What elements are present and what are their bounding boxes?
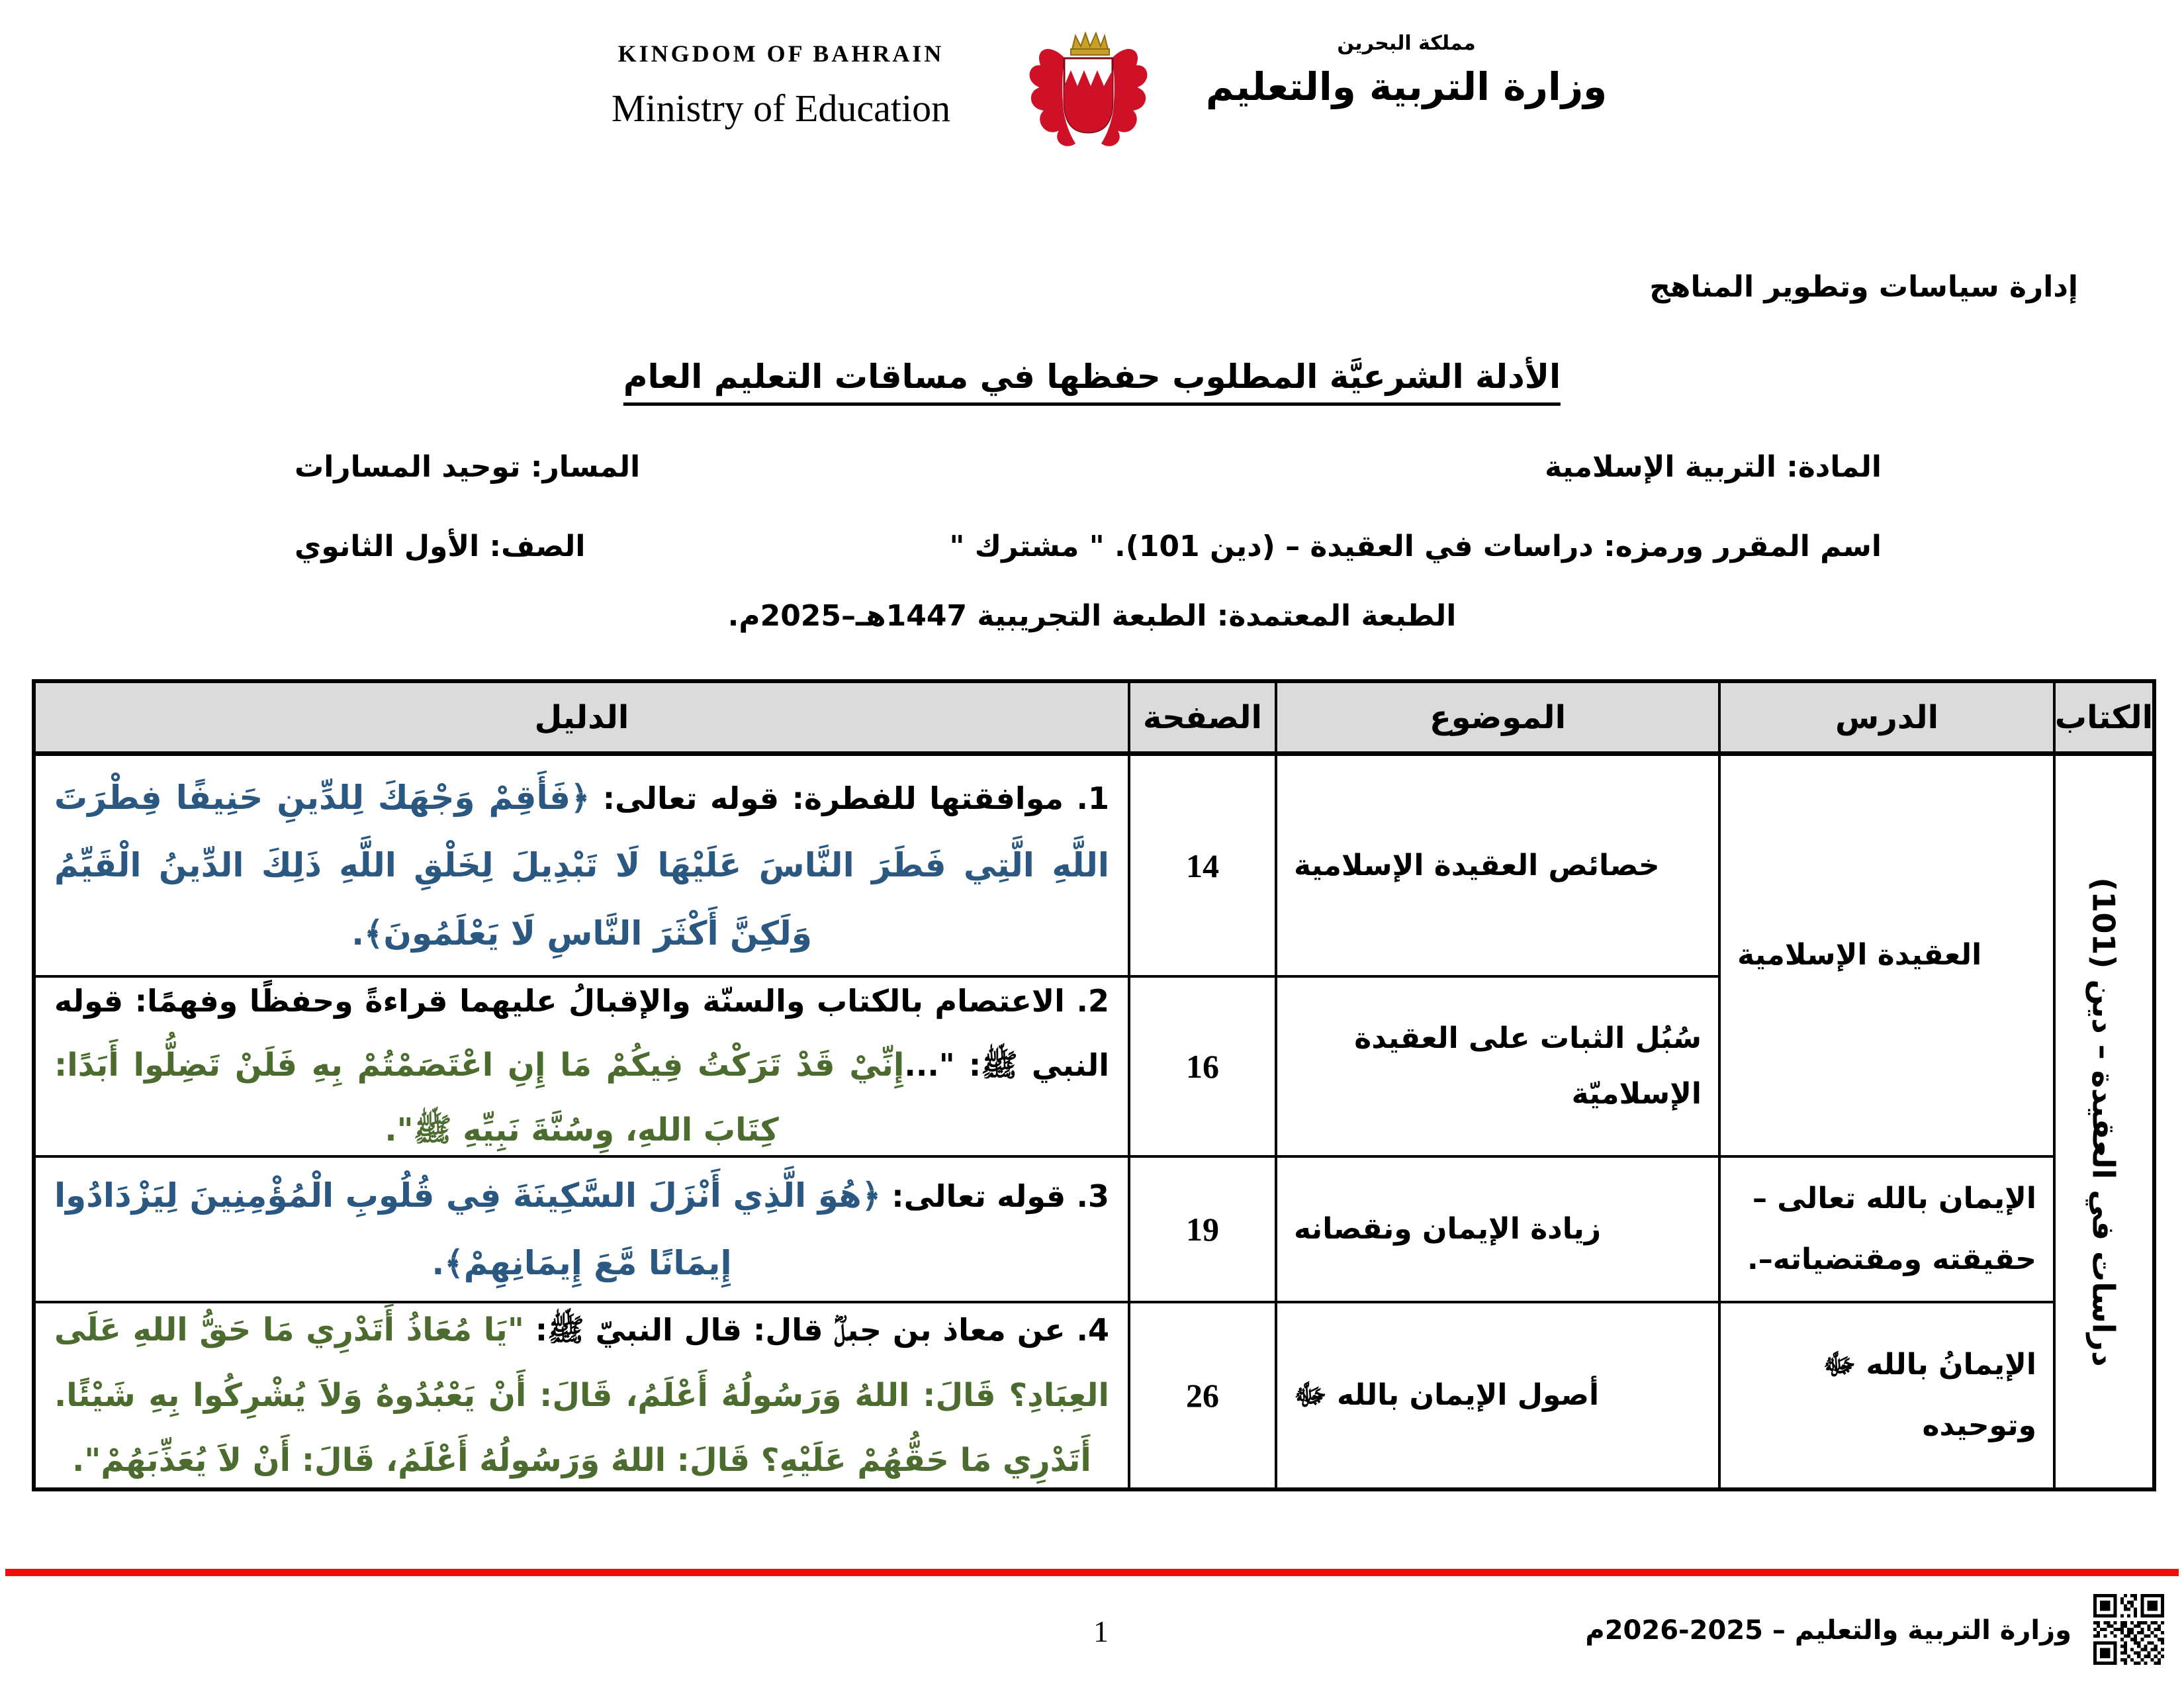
evidence-text [54, 1297, 1109, 1493]
topic-cell-row-4 [1276, 1302, 1719, 1489]
page-number-cell-row-2: 16 [1129, 976, 1276, 1156]
evidence-cell-row-1 [34, 755, 1129, 976]
ministry-of-education-text: Ministry of Education [611, 87, 951, 130]
footer-red-divider [5, 1569, 2179, 1576]
topic-text: أصول الإيمان بالله ﷻ [1294, 1378, 1600, 1413]
kingdom-of-bahrain-text: KINGDOM OF BAHRAIN [617, 40, 944, 67]
evidence-text [54, 970, 1109, 1162]
column-header-lesson: الدرس [1719, 682, 2054, 755]
hadith-quote: إِنِّيْ قَدْ تَرَكْتُ فِيكُمْ مَا إِنِ اعْتَصَمْتُمْ بِهِ فَلَنْ تَضِلُّوا أَبَدًا: كِتَابَ اللهِ، وِسُنَّةَ نَبِيِّهِ ﷺ". [54, 1046, 905, 1149]
lesson-cell-row-3 [1719, 1156, 2054, 1302]
coat-of-arms-icon [1014, 28, 1163, 173]
page-number-cell-row-3: 19 [1129, 1156, 1276, 1302]
evidence-table [32, 679, 2156, 1491]
evidence-cell-row-2 [34, 976, 1129, 1156]
ministry-of-education-arabic-text: وزارة التربية والتعليم [1205, 64, 1608, 109]
hadith-quote: "يَا مُعَاذُ أَتَدْرِي مَا حَقُّ اللهِ عَلَى العِبَادِ؟ قَالَ: اللهُ وَرَسُولُهُ أَعْلَمُ، قَالَ: أَنْ يَعْبُدُوهُ وَلاَ يُشْرِكُوا بِهِ شَيْئًا. أَتَدْرِي مَا حَقُّهُمْ عَلَيْهِ؟ قَالَ: اللهُ وَرَسُولُهُ أَعْلَمُ، قَالَ: أَنْ لاَ يُعَذِّبَهُمْ". [54, 1311, 1109, 1479]
evidence-intro: 3. قوله تعالى: [881, 1178, 1109, 1214]
meta-approved-edition: الطبعة المعتمدة: الطبعة التجريبية 1447هـ–2025م. [727, 599, 1457, 633]
bahrain-coat-of-arms [1014, 28, 1163, 176]
meta-course-name-code: اسم المقرر ورمزه: دراسات في العقيدة – (دين 101). " مشترك " [949, 530, 1882, 563]
topic-text: زيادة الإيمان ونقصانه [1294, 1212, 1602, 1246]
column-header-evidence: الدليل [34, 682, 1129, 755]
lesson-cell-row-4 [1719, 1302, 2054, 1489]
topic-text: سُبُل الثبات على العقيدة الإسلاميّة [1354, 1021, 1702, 1111]
evidence-text [54, 1162, 1109, 1297]
topic-text: خصائص العقيدة الإسلامية [1294, 848, 1660, 882]
ministry-logo-english [566, 40, 996, 130]
meta-grade: الصف: الأول الثانوي [295, 530, 586, 563]
lesson-text: الإيمان بالله تعالى –حقيقته ومقتضياته–. [1747, 1181, 2036, 1276]
footer-page-number: 1 [1093, 1615, 1109, 1648]
evidence-intro: 4. عن معاذ بن جبلؓ قال: قال النبيّ ﷺ: [523, 1312, 1109, 1348]
evidence-intro: 2. الاعتصام بالكتاب والسنّة والإقبالُ عليهما قراءةً وحفظًا وفهمًا: قوله النبي ﷺ: "... [54, 983, 1109, 1083]
quran-verse: ﴿فَأَقِمْ وَجْهَكَ لِلدِّينِ حَنِيفًا فِطْرَتَ اللَّهِ الَّتِي فَطَرَ النَّاسَ عَلَيْهَا لَا تَبْدِيلَ لِخَلْقِ اللَّهِ ذَلِكَ الدِّينُ الْقَيِّمُ وَلَكِنَّ أَكْثَرَ النَّاسِ لَا يَعْلَمُونَ﴾. [54, 778, 1109, 953]
lesson-text: العقيدة الإسلامية [1737, 938, 1982, 972]
lesson-cell-rows-1-2 [1719, 755, 2054, 1156]
footer-ministry-line: وزارة التربية والتعليم – 2025-2026م [1585, 1615, 2071, 1646]
meta-track: المسار: توحيد المسارات [295, 450, 641, 484]
evidence-intro: 1. موافقتها للفطرة: قوله تعالى: [590, 780, 1110, 816]
column-header-topic: الموضوع [1276, 682, 1719, 755]
column-header-page: الصفحة [1129, 682, 1276, 755]
book-title-vertical-text: دراسات في العقيدة – دين (101) [2086, 876, 2122, 1367]
qr-code [2093, 1594, 2164, 1665]
topic-cell-row-1 [1276, 755, 1719, 976]
lesson-text: الإيمانُ بالله ﷻ وتوحيده [1823, 1347, 2036, 1442]
qr-code-icon [2093, 1594, 2164, 1665]
topic-cell-row-3 [1276, 1156, 1719, 1302]
evidence-cell-row-4 [34, 1302, 1129, 1489]
document-title: الأدلة الشرعيَّة المطلوب حفظها في مساقات التعليم العام [623, 357, 1561, 406]
evidence-text [54, 764, 1109, 968]
page-number-cell-row-4: 26 [1129, 1302, 1276, 1489]
quran-verse: ﴿هُوَ الَّذِي أَنْزَلَ السَّكِينَةَ فِي قُلُوبِ الْمُؤْمِنِينَ لِيَزْدَادُوا إِيمَانًا مَّعَ إِيمَانِهِمْ﴾. [54, 1176, 882, 1282]
book-title-cell [2054, 755, 2154, 1489]
topic-cell-row-2 [1276, 976, 1719, 1156]
evidence-cell-row-3 [34, 1156, 1129, 1302]
kingdom-of-bahrain-arabic-text: مملكة البحرين [1337, 32, 1476, 55]
column-header-book: الكتاب [2054, 682, 2154, 755]
ministry-logo-arabic [1188, 32, 1625, 109]
page-number-cell-row-1: 14 [1129, 755, 1276, 976]
meta-subject: المادة: التربية الإسلامية [1545, 450, 1882, 484]
department-line: إدارة سياسات وتطوير المناهج [1649, 270, 2078, 304]
